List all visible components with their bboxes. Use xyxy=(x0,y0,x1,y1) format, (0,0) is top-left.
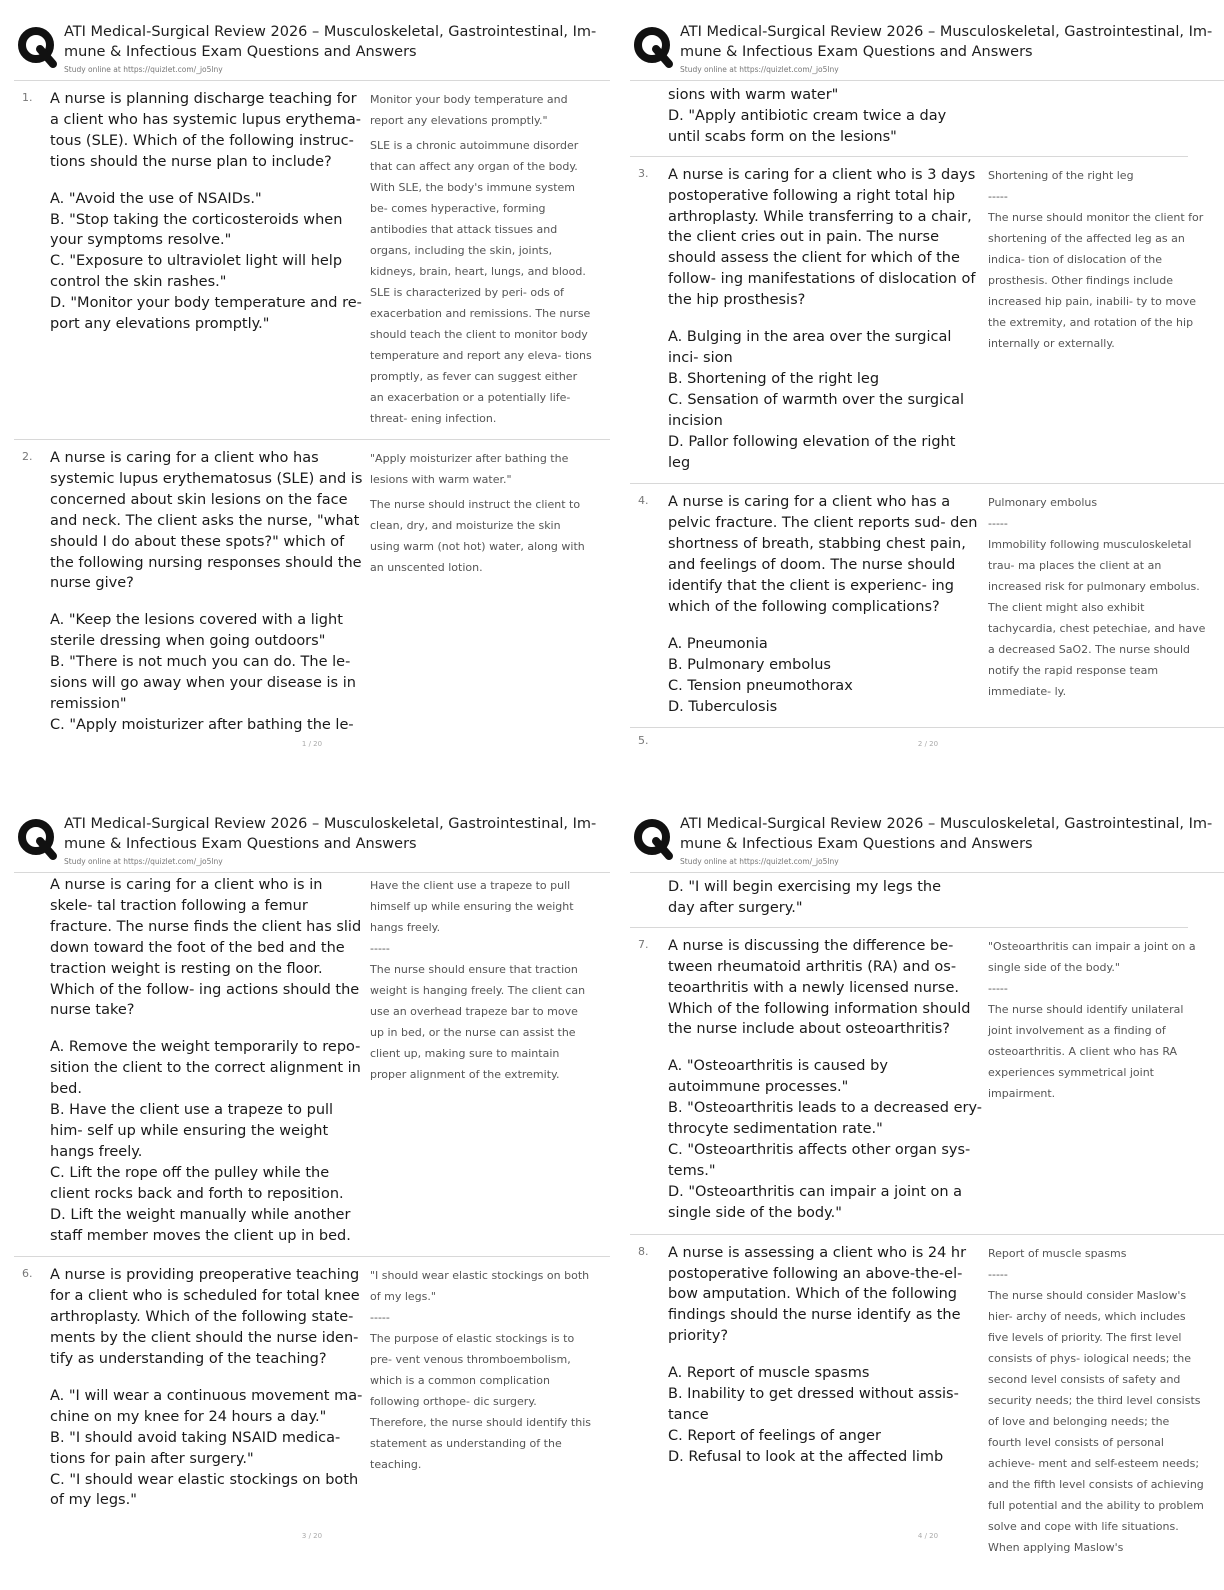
question xyxy=(668,1243,982,1558)
option: D. Lift the weight manually while another staff member moves the client up in bed. xyxy=(50,1206,351,1244)
rationale: The nurse should instruct the client to clean, dry, and moisturize the skin using warm (not hot) water, along with an unscented lotion. xyxy=(370,498,585,574)
option: A. "Osteoarthritis is caused by autoimmune processes." xyxy=(668,1058,888,1096)
continued-line: sions with warm water" xyxy=(668,87,839,103)
continued-text xyxy=(630,81,1188,157)
question xyxy=(50,448,366,736)
doc-title: ATI Medical-Surgical Review 2026 – Musculoskeletal, Gastrointestinal, Im- mune & Infectious Exam Questions and Answers xyxy=(64,24,597,60)
separator: ----- xyxy=(370,942,390,955)
question-text: A nurse is assessing a client who is 24 hr postoperative following an above-the-el- bow amputation. Which of the following findings should the nurse identify as the priority? xyxy=(668,1244,967,1345)
option: B. "I should avoid taking NSAID medica- tions for pain after surgery." xyxy=(50,1429,341,1467)
question-text: A nurse is discussing the difference be- tween rheumatoid arthritis (RA) and os- teoarthritis with a newly licensed nurse. Which of the following information should the nurse include about osteoarthritis? xyxy=(668,937,971,1038)
card-number: 7. xyxy=(638,937,649,951)
option: D. Tuberculosis xyxy=(668,698,778,715)
answer xyxy=(982,492,1206,717)
page-header xyxy=(14,810,610,873)
option: C. "Apply moisturizer after bathing the le- xyxy=(50,716,354,733)
rationale: The nurse should monitor the client for shortening of the affected leg as an indica- tion of dislocation of the prosthesis. Other findings include increased hip pain, inabili- ty to move the extremity, and rotation of the hip internally or externally. xyxy=(988,210,1204,350)
page-header xyxy=(630,18,1224,81)
question-text: A nurse is providing preoperative teaching for a client who is scheduled for total knee arthroplasty. Which of the following state- ments by the client should the nurse iden- tify as understanding of the teaching? xyxy=(50,1267,360,1368)
doc-title: ATI Medical-Surgical Review 2026 – Musculoskeletal, Gastrointestinal, Im- mune & Infectious Exam Questions and Answers xyxy=(680,816,1213,852)
option: D. Refusal to look at the affected limb xyxy=(668,1448,944,1465)
question xyxy=(668,936,982,1224)
flashcard xyxy=(630,1235,1224,1568)
question xyxy=(668,165,982,474)
question-text: A nurse is planning discharge teaching for a client who has systemic lupus erythema- tous (SLE). Which of the following instruc- tions should the nurse plan to include? xyxy=(50,91,362,170)
answer-text: "Apply moisturizer after bathing the lesions with warm water." xyxy=(370,452,569,486)
flashcard xyxy=(630,928,1224,1235)
answer-text: Pulmonary embolus xyxy=(988,496,1098,510)
option: C. Tension pneumothorax xyxy=(668,677,853,694)
option: D. "Monitor your body temperature and re- port any elevations promptly." xyxy=(50,295,362,333)
separator: ----- xyxy=(988,1267,1008,1281)
card-number: 6. xyxy=(22,1267,33,1281)
question xyxy=(50,89,366,429)
answer-text: "Osteoarthritis can impair a joint on a single side of the body." xyxy=(988,939,1196,974)
option: B. "Osteoarthritis leads to a decreased ery- throcyte sedimentation rate." xyxy=(668,1100,983,1138)
page-3 xyxy=(14,810,610,1590)
answer-text: "I should wear elastic stockings on both of my legs." xyxy=(370,1269,590,1304)
rationale: Immobility following musculoskeletal trau- ma places the client at an increased risk for pulmonary embolus. The client might also exhibit tachycardia, chest petechiae, and have a decreased SaO2. The nurse should notify the rapid response team immediate- ly. xyxy=(988,538,1206,699)
flashcard xyxy=(14,440,610,746)
rationale: The purpose of elastic stockings is to pre- vent venous thromboembolism, which is a common complication following orthope- dic surgery. Therefore, the nurse should identify this statement as understanding of the teaching. xyxy=(370,1332,592,1472)
study-link[interactable]: Study online at https://quizlet.com/_jo5lny xyxy=(680,857,839,866)
card-number: 5. xyxy=(638,734,649,748)
rationale: The nurse should ensure that traction weight is hanging freely. The client can use an overhead trapeze bar to move up in bed, or the nurse can assist the client up, making sure to maintain proper alignment of the extremity. xyxy=(370,963,586,1081)
option: C. Report of feelings of anger xyxy=(668,1427,881,1444)
continued-text xyxy=(630,873,1188,928)
rationale: SLE is a chronic autoimmune disorder that can affect any organ of the body. With SLE, the body's immune system be- comes hyperactive, forming antibodies that attack tissues and organs, including the skin, joints, kidneys, brain, heart, lungs, and blood. SLE is characterized by peri- ods of exacerbation and remissions. The nurse should teach the client to monitor body temperature and report any eleva- tions promptly, as fever can suggest either an exacerbation or a potentially life-threat- ening infection. xyxy=(370,139,592,425)
flashcard xyxy=(630,157,1224,485)
card-number: 2. xyxy=(22,450,33,463)
quizlet-logo-icon xyxy=(632,816,676,860)
quizlet-logo-icon xyxy=(16,816,60,860)
card-number: 4. xyxy=(638,494,649,508)
option: B. Pulmonary embolus xyxy=(668,656,831,673)
flashcard xyxy=(14,873,610,1257)
page-footer: 3 / 20 xyxy=(301,1532,323,1540)
rationale: The nurse should consider Maslow's hier- archy of needs, which includes five levels of priority. The first level consists of phys- iological needs; the second level consists of safety and security needs; the third level consists of love and belonging needs; the fourth level consists of personal achieve- ment and self-esteem needs; and the fifth level consists of achieving full potential and the ability to problem solve and cope with life situations. When applying Maslow's xyxy=(988,1288,1204,1554)
option: B. Inability to get dressed without assis- tance xyxy=(668,1386,959,1423)
option: D. "Osteoarthritis can impair a joint on a single side of the body." xyxy=(668,1183,963,1221)
study-link[interactable]: Study online at https://quizlet.com/_jo5lny xyxy=(680,65,839,74)
answer-text: Report of muscle spasms xyxy=(988,1246,1127,1260)
answer-text: Shortening of the right leg xyxy=(988,168,1134,182)
quizlet-logo-icon xyxy=(16,24,60,68)
option: B. "There is not much you can do. The le- sions will go away when your disease is in remission" xyxy=(50,654,356,712)
question xyxy=(50,1265,366,1511)
answer xyxy=(982,1243,1206,1558)
answer xyxy=(366,1265,592,1511)
option: D. Pallor following elevation of the right leg xyxy=(668,433,956,471)
card-number xyxy=(14,875,50,1246)
card-number: 3. xyxy=(638,166,649,180)
flashcard xyxy=(14,81,610,440)
flashcard xyxy=(630,484,1224,728)
continued-line: D. "I will begin exercising my legs the day after surgery." xyxy=(668,879,942,916)
option: A. "Avoid the use of NSAIDs." xyxy=(50,190,262,207)
study-link[interactable]: Study online at https://quizlet.com/_jo5lny xyxy=(64,65,223,74)
quizlet-logo-icon xyxy=(632,24,676,68)
question xyxy=(50,875,366,1246)
answer xyxy=(982,165,1206,474)
option: A. Bulging in the area over the surgical inci- sion xyxy=(668,329,952,366)
option: C. Sensation of warmth over the surgical incision xyxy=(668,391,965,429)
question-text: A nurse is caring for a client who has a pelvic fracture. The client reports sud- den shortness of breath, stabbing chest pain, and feelings of doom. The nurse should identify that the client is experienc- ing which of the following complications? xyxy=(668,494,978,615)
question-text: A nurse is caring for a client who is 3 days postoperative following a right total hip arthroplasty. While transferring to a chair, the client cries out in pain. The nurse should assess the client for which of the follow- ing manifestations of dislocation of the hip prosthesis? xyxy=(668,166,976,309)
rationale: The nurse should identify unilateral joint involvement as a finding of osteoarthritis. A client who has RA experiences symmetrical joint impairment. xyxy=(988,1002,1184,1100)
page-4 xyxy=(630,810,1224,1590)
answer xyxy=(366,448,592,736)
continued-line: D. "Apply antibiotic cream twice a day until scabs form on the lesions" xyxy=(668,107,947,145)
question-text: A nurse is caring for a client who has systemic lupus erythematosus (SLE) and is concerned about skin lesions on the face and neck. The client asks the nurse, "what should I do about these spots?" which of the following nursing responses should the nurse give? xyxy=(50,450,363,592)
flashcard xyxy=(14,1257,610,1521)
page-footer: 2 / 20 xyxy=(917,740,939,748)
answer xyxy=(366,875,592,1246)
page-2 xyxy=(630,18,1224,798)
card-number: 1. xyxy=(22,91,33,104)
answer-text: Monitor your body temperature and report any elevations promptly." xyxy=(370,93,568,127)
option: A. Remove the weight temporarily to repo- sition the client to the correct alignment in bed. xyxy=(50,1039,361,1098)
option: A. Pneumonia xyxy=(668,635,768,652)
option: B. Have the client use a trapeze to pull him- self up while ensuring the weight hangs freely. xyxy=(50,1102,334,1160)
answer xyxy=(366,89,592,429)
option: B. "Stop taking the corticosteroids when your symptoms resolve." xyxy=(50,211,343,249)
separator: ----- xyxy=(988,981,1008,995)
option: C. "Osteoarthritis affects other organ sys- tems." xyxy=(668,1141,971,1179)
answer-text: Have the client use a trapeze to pull himself up while ensuring the weight hangs freely. xyxy=(370,879,574,934)
separator: ----- xyxy=(988,517,1008,531)
card-number: 8. xyxy=(638,1244,649,1258)
answer xyxy=(982,936,1206,1224)
option: C. Lift the rope off the pulley while the client rocks back and forth to reposition. xyxy=(50,1164,344,1202)
page-footer: 4 / 20 xyxy=(917,1532,939,1540)
question xyxy=(668,492,982,717)
study-link[interactable]: Study online at https://quizlet.com/_jo5lny xyxy=(64,857,223,866)
option: A. "Keep the lesions covered with a light sterile dressing when going outdoors" xyxy=(50,612,343,650)
question-text: A nurse is caring for a client who is in skele- tal traction following a femur fracture. The nurse finds the client has slid down toward the foot of the bed and the traction weight is resting on the floor. Which of the follow- ing actions should the nurse take? xyxy=(50,877,362,1019)
option: B. Shortening of the right leg xyxy=(668,370,880,387)
option: A. Report of muscle spasms xyxy=(668,1365,870,1382)
separator: ----- xyxy=(370,1311,390,1325)
option: C. "I should wear elastic stockings on both of my legs." xyxy=(50,1471,359,1509)
option: A. "I will wear a continuous movement ma- chine on my knee for 24 hours a day." xyxy=(50,1387,363,1425)
page-header xyxy=(630,810,1224,873)
option: C. "Exposure to ultraviolet light will help control the skin rashes." xyxy=(50,253,343,291)
doc-title: ATI Medical-Surgical Review 2026 – Musculoskeletal, Gastrointestinal, Im- mune & Infectious Exam Questions and Answers xyxy=(64,816,597,852)
page-header xyxy=(14,18,610,81)
doc-title: ATI Medical-Surgical Review 2026 – Musculoskeletal, Gastrointestinal, Im- mune & Infectious Exam Questions and Answers xyxy=(680,24,1213,60)
separator: ----- xyxy=(988,189,1008,203)
page-footer: 1 / 20 xyxy=(301,740,323,748)
page-1 xyxy=(14,18,610,798)
